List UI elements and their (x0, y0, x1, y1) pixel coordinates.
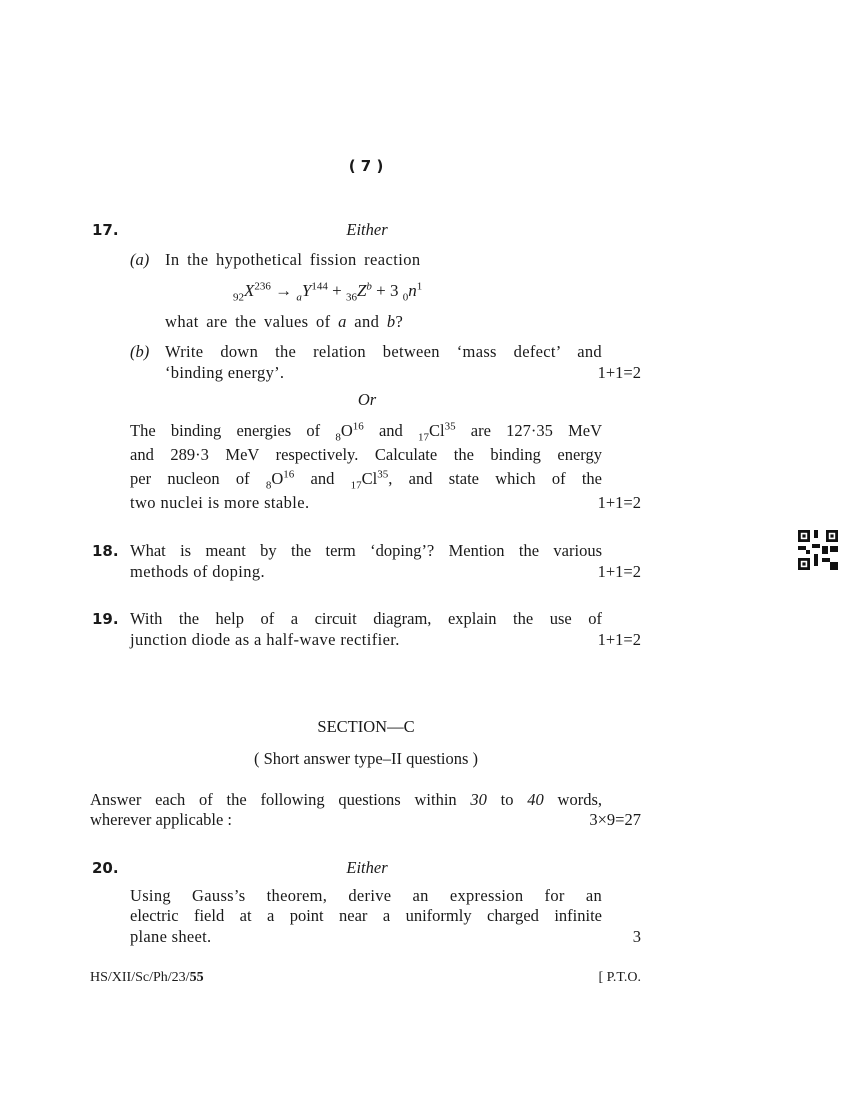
either-label: Either (346, 220, 388, 239)
section-title: SECTION—C (317, 717, 415, 736)
eq-sup: b (366, 280, 372, 293)
question-number: 17. (92, 221, 119, 239)
sup: 16 (283, 468, 295, 481)
question-text: electric field at a point near a uniformly charged infinite (130, 906, 602, 925)
text: to (486, 790, 528, 809)
text: and (294, 469, 351, 488)
sup: 35 (444, 420, 456, 433)
paper-code (90, 968, 204, 988)
text: 40 (527, 790, 544, 809)
page-number: ( 7 ) (348, 157, 384, 175)
question-text: Write down the relation between ‘mass defect’ and (165, 342, 602, 361)
variable: a (338, 312, 347, 331)
marks: 1+1=2 (597, 630, 641, 649)
eq-symbol: Y (301, 281, 312, 300)
eq-symbol: Z (356, 281, 367, 300)
eq-sup: 236 (254, 280, 271, 293)
eq-symbol: X (244, 281, 255, 300)
sub: 8 (335, 431, 341, 444)
sup: 35 (377, 468, 389, 481)
question-text: methods of doping. (130, 562, 266, 581)
question-number: 20. (92, 859, 119, 877)
arrow-icon: → (275, 281, 293, 300)
question-text: junction diode as a half-wave rectifier. (130, 630, 400, 649)
question-text: In the hypothetical fission reaction (165, 250, 421, 269)
qr-code (798, 530, 838, 570)
question-text: and 289·3 MeV respectively. Calculate the binding energy (130, 445, 602, 464)
eq-sub: 0 (402, 291, 409, 304)
question-text (165, 312, 403, 332)
text: HS/XII/Sc/Ph/23/ (90, 970, 190, 985)
question-number: 18. (92, 542, 119, 560)
text: are 127·35 MeV (455, 421, 603, 440)
text: O (271, 469, 284, 488)
sup: 16 (352, 420, 364, 433)
question-text: ‘binding energy’. (165, 363, 285, 382)
text: The binding energies of (130, 421, 336, 440)
question-text: What is meant by the term ‘doping’? Mention the various (130, 541, 602, 560)
text: Cl (429, 421, 445, 440)
eq-sub: 36 (345, 291, 357, 304)
eq-sup: 144 (311, 280, 328, 293)
text: Answer each of the following questions within (90, 790, 471, 809)
question-text: plane sheet. (130, 927, 212, 946)
sub: 17 (350, 479, 362, 492)
question-text (130, 420, 603, 444)
question-text (130, 468, 603, 492)
text: , and state which of the (388, 469, 603, 488)
part-label: (b) (130, 342, 150, 361)
either-label: Either (346, 858, 388, 877)
marks: 1+1=2 (597, 562, 641, 581)
eq-operator: + 3 (376, 281, 399, 300)
fission-equation (233, 280, 423, 304)
part-label: (a) (130, 250, 150, 269)
text: ? (395, 312, 404, 331)
eq-sup: 1 (416, 280, 423, 293)
text: and (363, 421, 418, 440)
section-subtitle: ( Short answer type–II questions ) (253, 749, 479, 768)
marks: 3×9=27 (589, 810, 641, 829)
question-text: two nuclei is more stable. (130, 493, 310, 512)
text: per nucleon of (130, 469, 266, 488)
section-instructions: wherever applicable : (90, 810, 233, 829)
text: what are the values of (165, 312, 339, 331)
eq-sub: 92 (233, 291, 244, 304)
or-label: Or (357, 390, 377, 409)
variable: b (386, 312, 396, 331)
text: words, (543, 790, 602, 809)
eq-symbol: n (408, 281, 417, 300)
text: 30 (470, 790, 487, 809)
sub: 8 (265, 479, 272, 492)
marks: 1+1=2 (597, 493, 641, 512)
text: 55 (189, 970, 204, 985)
marks: 1+1=2 (597, 363, 641, 382)
text: O (340, 421, 353, 440)
question-text: With the help of a circuit diagram, explain the use of (130, 609, 602, 628)
section-instructions (90, 790, 602, 810)
eq-sub: a (296, 291, 302, 304)
question-text: Using Gauss’s theorem, derive an expression for an (130, 886, 602, 905)
sub: 17 (418, 431, 429, 444)
pto-label: [ P.T.O. (598, 970, 641, 985)
text: Cl (361, 469, 378, 488)
text: and (346, 312, 387, 331)
marks: 3 (632, 927, 641, 946)
eq-operator: + (332, 281, 342, 300)
question-number: 19. (92, 610, 119, 628)
